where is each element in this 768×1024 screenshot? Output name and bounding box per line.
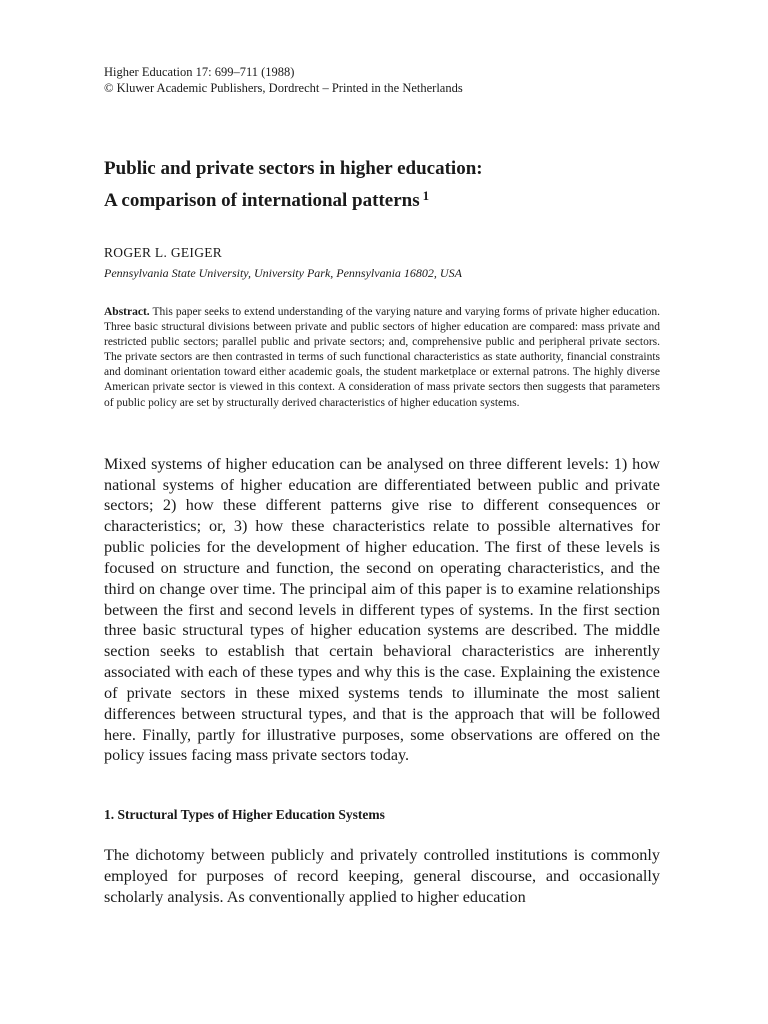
abstract-label: Abstract. — [104, 306, 150, 318]
title-line-2-text: A comparison of international patterns — [104, 190, 420, 211]
author-name: ROGER L. GEIGER — [104, 245, 223, 260]
title-footnote-marker[interactable]: 1 — [422, 188, 430, 203]
article-title — [104, 155, 660, 214]
section-heading: 1. Structural Types of Higher Education Systems — [104, 807, 385, 823]
article-page — [104, 64, 660, 908]
journal-citation: Higher Education 17: 699–711 (1988) — [104, 65, 295, 79]
abstract — [104, 305, 660, 411]
author-affiliation: Pennsylvania State University, University Park, Pennsylvania 16802, USA — [104, 266, 462, 280]
abstract-text: This paper seeks to extend understanding of the varying nature and varying forms of private higher education. Three basic structural divisions between private and public sectors of higher education are compared: mass private and restricted public sectors; parallel public and private sectors; and, comprehensive public and peripheral private sectors. The private sectors are then contrasted in terms of such functional characteristics as state authority, financial constraints and dominant orientation toward either academic goals, the student marketplace or external patrons. The highly diverse American private sector is viewed in this context. A consideration of mass private sectors then suggests that parameters of public policy are set by structurally derived characteristics of higher education systems. — [104, 306, 660, 409]
intro-paragraph: Mixed systems of higher education can be analysed on three different levels: 1) how national systems of higher education are differentiated between public and private sectors; 2) how these different patterns give rise to different consequences or characteristics; or, 3) how these characteristics relate to possible alternatives for public policies for the development of higher education. The first of these levels is focused on structure and function, the second on operating characteristics, and the third on change over time. The principal aim of this paper is to examine relationships between the first and second levels in different types of systems. In the first section three basic structural types of higher education systems are described. The middle section seeks to establish that certain behavioral characteristics are inherently associated with each of these types and why this is the case. Explaining the existence of private sectors in these mixed systems tends to illuminate the most salient differences between structural types, and that is the approach that will be followed here. Finally, partly for illustrative purposes, some observations are offered on the policy issues facing mass private sectors today. — [104, 454, 660, 765]
section-paragraph: The dichotomy between publicly and privately controlled institutions is commonly employed for purposes of record keeping, general discourse, and occasionally scholarly analysis. As conventionally applied to higher education — [104, 846, 660, 906]
journal-header — [104, 64, 660, 96]
title-line-1: Public and private sectors in higher education: — [104, 158, 483, 179]
title-line-2 — [104, 182, 660, 214]
publisher-line: © Kluwer Academic Publishers, Dordrecht – Printed in the Netherlands — [104, 81, 463, 95]
